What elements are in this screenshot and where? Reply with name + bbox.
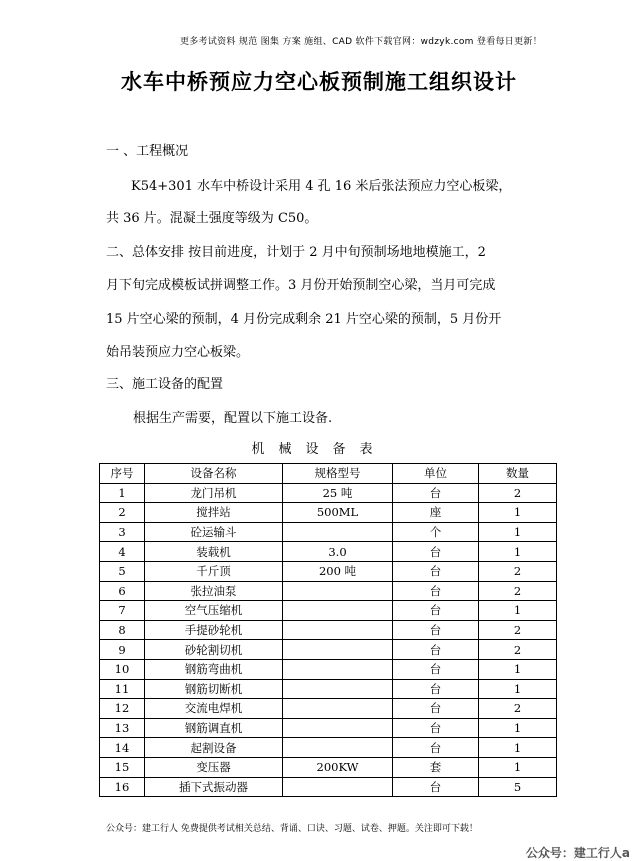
cell-name: 砼运输斗 bbox=[145, 522, 283, 542]
cell-index: 6 bbox=[100, 581, 145, 601]
cell-quantity: 1 bbox=[479, 503, 557, 523]
table-row bbox=[100, 542, 557, 562]
table-row bbox=[100, 777, 557, 797]
cell-index: 2 bbox=[100, 503, 145, 523]
cell-spec bbox=[283, 581, 393, 601]
cell-index: 11 bbox=[100, 679, 145, 699]
cell-name: 龙门吊机 bbox=[145, 483, 283, 503]
cell-quantity: 1 bbox=[479, 679, 557, 699]
table-row bbox=[100, 522, 557, 542]
cell-spec bbox=[283, 738, 393, 758]
cell-unit: 座 bbox=[393, 503, 479, 523]
cell-index: 12 bbox=[100, 699, 145, 719]
cell-spec: 25 吨 bbox=[283, 483, 393, 503]
cell-unit: 套 bbox=[393, 757, 479, 777]
cell-spec bbox=[283, 601, 393, 621]
table-row bbox=[100, 601, 557, 621]
cell-unit: 台 bbox=[393, 620, 479, 640]
cell-unit: 个 bbox=[393, 522, 479, 542]
watermark: 公众号：建工行人a bbox=[525, 846, 630, 860]
equipment-table bbox=[99, 463, 557, 797]
section2-paragraph-line4: 始吊装预应力空心板梁。 bbox=[106, 345, 250, 360]
cell-unit: 台 bbox=[393, 738, 479, 758]
header-cell-spec: 规格型号 bbox=[283, 464, 393, 484]
section3-heading: 三、施工设备的配置 bbox=[106, 377, 224, 392]
cell-unit: 台 bbox=[393, 659, 479, 679]
section1-heading: 一 、工程概况 bbox=[106, 144, 189, 159]
cell-quantity: 1 bbox=[479, 757, 557, 777]
cell-index: 7 bbox=[100, 601, 145, 621]
cell-name: 插下式振动器 bbox=[145, 777, 283, 797]
cell-index: 3 bbox=[100, 522, 145, 542]
cell-quantity: 1 bbox=[479, 659, 557, 679]
table-caption: 机械设备表 bbox=[251, 442, 387, 457]
table-row bbox=[100, 503, 557, 523]
cell-spec bbox=[283, 718, 393, 738]
table-row bbox=[100, 640, 557, 660]
cell-spec: 500ML bbox=[283, 503, 393, 523]
cell-unit: 台 bbox=[393, 699, 479, 719]
table-body bbox=[100, 483, 557, 797]
table-header-row bbox=[100, 464, 557, 484]
cell-spec bbox=[283, 640, 393, 660]
table-row bbox=[100, 699, 557, 719]
cell-index: 1 bbox=[100, 483, 145, 503]
cell-name: 张拉油泵 bbox=[145, 581, 283, 601]
cell-spec bbox=[283, 522, 393, 542]
cell-quantity: 1 bbox=[479, 738, 557, 758]
table-row bbox=[100, 738, 557, 758]
cell-unit: 台 bbox=[393, 581, 479, 601]
cell-quantity: 2 bbox=[479, 699, 557, 719]
cell-unit: 台 bbox=[393, 640, 479, 660]
section1-paragraph-line1: K54+301 水车中桥设计采用 4 孔 16 米后张法预应力空心板梁， bbox=[131, 179, 512, 194]
cell-index: 5 bbox=[100, 561, 145, 581]
table-row bbox=[100, 679, 557, 699]
cell-quantity: 1 bbox=[479, 522, 557, 542]
footer-note: 公众号：建工行人 免费提供考试相关总结、背诵、口诀、习题、试卷、押题。关注即可下载！ bbox=[106, 824, 478, 834]
cell-spec bbox=[283, 777, 393, 797]
header-cell-name: 设备名称 bbox=[145, 464, 283, 484]
cell-quantity: 2 bbox=[479, 581, 557, 601]
cell-quantity: 2 bbox=[479, 620, 557, 640]
section2-paragraph-line1: 二、总体安排 按目前进度，计划于 2 月中旬预制场地地模施工，2 bbox=[106, 245, 486, 260]
cell-quantity: 1 bbox=[479, 542, 557, 562]
cell-name: 交流电焊机 bbox=[145, 699, 283, 719]
cell-index: 4 bbox=[100, 542, 145, 562]
cell-name: 砂轮割切机 bbox=[145, 640, 283, 660]
cell-spec bbox=[283, 659, 393, 679]
table-row bbox=[100, 483, 557, 503]
cell-unit: 台 bbox=[393, 561, 479, 581]
header-cell-quantity: 数量 bbox=[479, 464, 557, 484]
section2-paragraph-line2: 月下旬完成模板试拼调整工作。3 月份开始预制空心梁，当月可完成 bbox=[106, 278, 496, 293]
cell-index: 16 bbox=[100, 777, 145, 797]
header-cell-index: 序号 bbox=[100, 464, 145, 484]
cell-name: 手提砂轮机 bbox=[145, 620, 283, 640]
cell-name: 搅拌站 bbox=[145, 503, 283, 523]
cell-unit: 台 bbox=[393, 542, 479, 562]
cell-index: 14 bbox=[100, 738, 145, 758]
cell-name: 钢筋切断机 bbox=[145, 679, 283, 699]
cell-quantity: 2 bbox=[479, 483, 557, 503]
cell-name: 变压器 bbox=[145, 757, 283, 777]
cell-index: 15 bbox=[100, 757, 145, 777]
cell-unit: 台 bbox=[393, 777, 479, 797]
cell-name: 空气压缩机 bbox=[145, 601, 283, 621]
cell-spec: 200 吨 bbox=[283, 561, 393, 581]
table-row bbox=[100, 757, 557, 777]
cell-spec: 3.0 bbox=[283, 542, 393, 562]
table-row bbox=[100, 561, 557, 581]
cell-quantity: 2 bbox=[479, 640, 557, 660]
cell-name: 钢筋调直机 bbox=[145, 718, 283, 738]
cell-index: 13 bbox=[100, 718, 145, 738]
cell-unit: 台 bbox=[393, 679, 479, 699]
cell-name: 装载机 bbox=[145, 542, 283, 562]
table-row bbox=[100, 659, 557, 679]
table-row bbox=[100, 620, 557, 640]
cell-index: 8 bbox=[100, 620, 145, 640]
cell-unit: 台 bbox=[393, 718, 479, 738]
cell-spec bbox=[283, 679, 393, 699]
cell-quantity: 1 bbox=[479, 718, 557, 738]
document-title: 水车中桥预应力空心板预制施工组织设计 bbox=[121, 69, 517, 94]
table-row bbox=[100, 581, 557, 601]
section2-paragraph-line3: 15 片空心梁的预制，4 月份完成剩余 21 片空心梁的预制，5 月份开 bbox=[106, 312, 502, 327]
cell-index: 10 bbox=[100, 659, 145, 679]
cell-spec bbox=[283, 620, 393, 640]
cell-quantity: 1 bbox=[479, 601, 557, 621]
cell-quantity: 2 bbox=[479, 561, 557, 581]
cell-spec: 200KW bbox=[283, 757, 393, 777]
cell-unit: 台 bbox=[393, 483, 479, 503]
cell-index: 9 bbox=[100, 640, 145, 660]
cell-spec bbox=[283, 699, 393, 719]
section1-paragraph-line2: 共 36 片。混凝土强度等级为 C50。 bbox=[106, 211, 318, 226]
cell-name: 钢筋弯曲机 bbox=[145, 659, 283, 679]
header-cell-unit: 单位 bbox=[393, 464, 479, 484]
cell-name: 起割设备 bbox=[145, 738, 283, 758]
cell-quantity: 5 bbox=[479, 777, 557, 797]
section3-paragraph: 根据生产需要，配置以下施工设备. bbox=[133, 411, 333, 426]
header-note: 更多考试资料 规范 图集 方案 施组、CAD 软件下载官网：wdzyk.com 登看每日更新！ bbox=[179, 37, 542, 47]
cell-name: 千斤顶 bbox=[145, 561, 283, 581]
table-row bbox=[100, 718, 557, 738]
cell-unit: 台 bbox=[393, 601, 479, 621]
